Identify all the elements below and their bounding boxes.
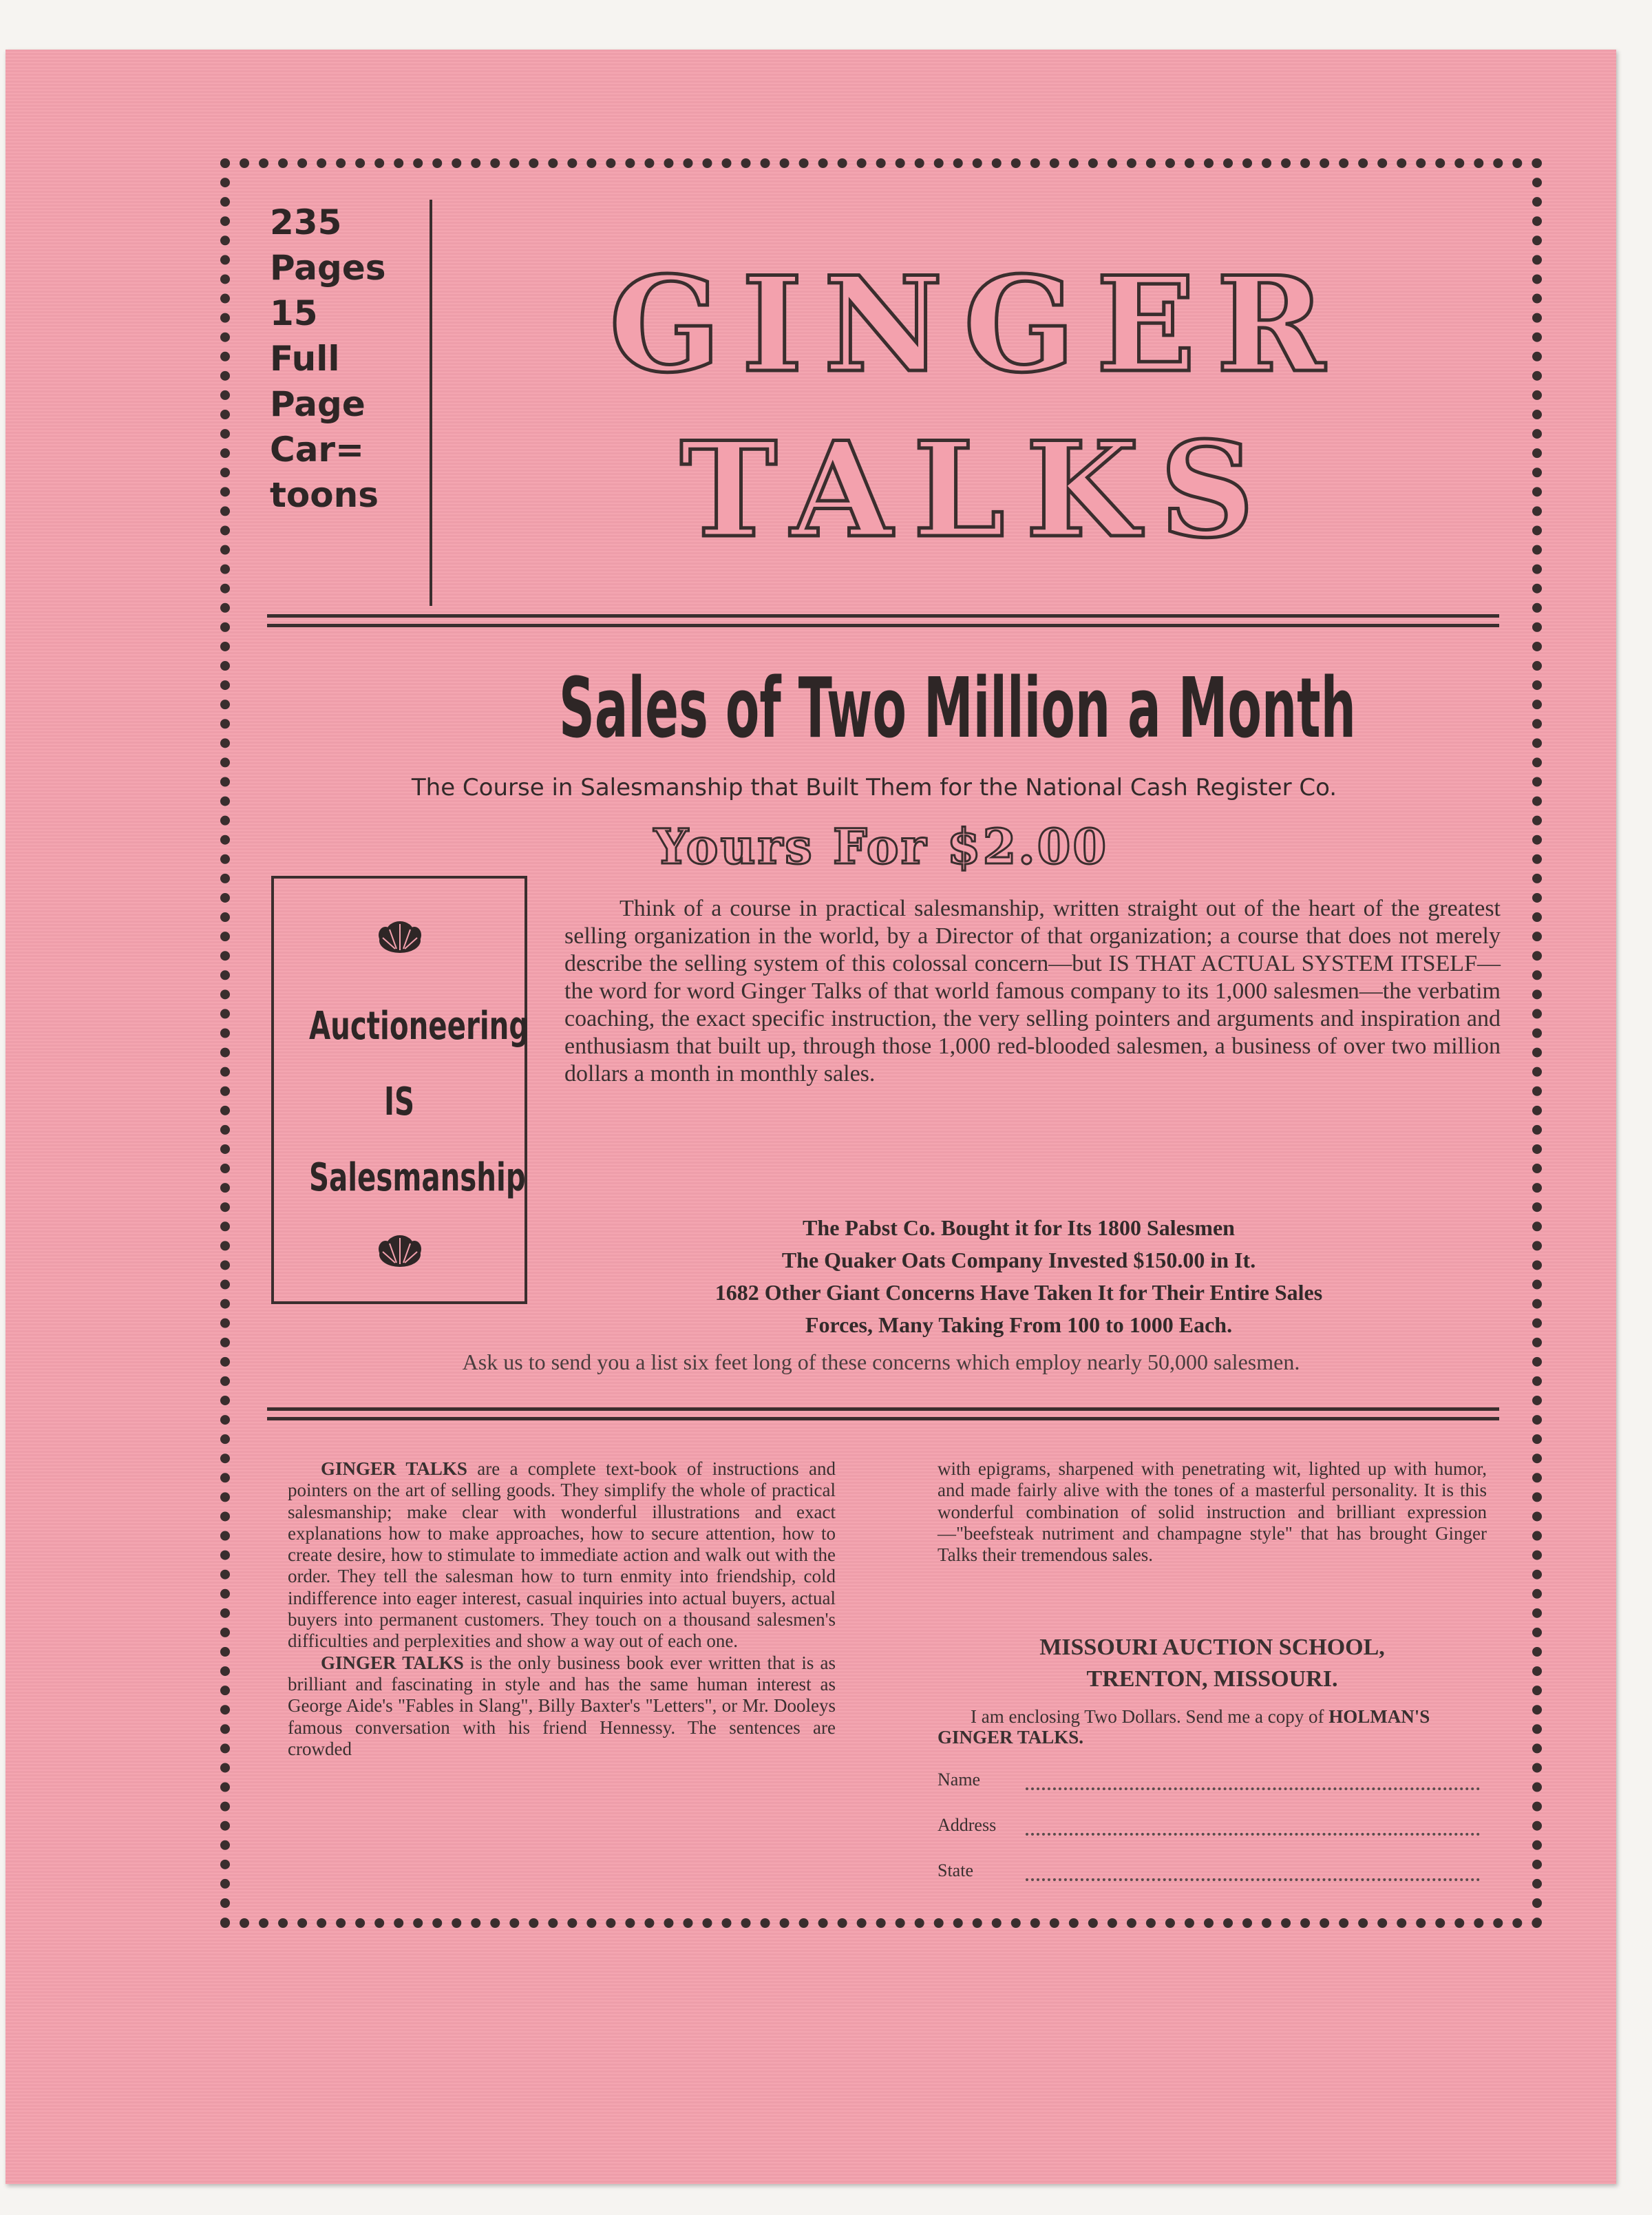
description-paragraph (288, 1652, 836, 1760)
price-banner: Yours For $2.00 (653, 818, 1109, 875)
list-offer: Ask us to send you a list six feet long of these concerns which employ nearly 50,000 salesmen. (462, 1350, 1300, 1374)
cartoons-label-3: Car= (270, 430, 364, 470)
description-paragraph: with epigrams, sharpened with penetrating wit, lighted up with humor, and made fairly alive with the tones of a masterful personality. It is this wonderful combination of solid instruction and brilliant expression—"beefsteak nutriment and champagne style" that has brought Ginger Talks their tremendous sales. (938, 1458, 1487, 1566)
auctioneering-box (271, 876, 527, 1304)
double-rule-top-b (267, 624, 1499, 627)
subheadline: The Course in Salesmanship that Built Them for the National Cash Register Co. (411, 774, 1337, 801)
is-word: IS (383, 1080, 415, 1124)
order-book-name: HOLMAN'S GINGER TALKS. (938, 1706, 1430, 1747)
name-label: Name (938, 1770, 981, 1789)
claim-line: 1682 Other Giant Concerns Have Taken It for Their Entire Sales (714, 1280, 1323, 1305)
state-line[interactable] (1026, 1878, 1480, 1881)
school-name: MISSOURI AUCTION SCHOOL, (1039, 1635, 1385, 1660)
school-city: TRENTON, MISSOURI. (1086, 1666, 1338, 1692)
cartoons-label-2: Page (270, 384, 366, 424)
intro-paragraph: Think of a course in practical salesmanship, written straight out of the heart of the greatest selling organization in the world, by a Director of that organization; a course that does not merely describe the selling system of this colossal concern—but IS THAT ACTUAL SYSTEM ITSELF—the word for word Ginger Talks of that world famous company to its 1,000 salesmen—the verbatim coaching, the exact specific instruction, the very selling pointers and arguments and inspiration and enthusiasm that built up, through those 1,000 red-blooded salesmen, a business of over two million dollars a month in monthly sales. (564, 896, 1501, 1086)
pages-label: Pages (270, 248, 386, 288)
chrysanthemum-ornament-icon (376, 917, 424, 958)
address-label: Address (938, 1815, 997, 1835)
auctioneering-slogan (308, 989, 529, 1216)
book-name: GINGER TALKS (321, 1458, 467, 1479)
headline: Sales of Two Million a Month (559, 661, 1356, 757)
name-line[interactable] (1026, 1787, 1480, 1790)
description-column-left (288, 1458, 836, 1760)
claim-line: The Pabst Co. Bought it for Its 1800 Salesmen (803, 1215, 1235, 1240)
description-paragraph (288, 1458, 836, 1652)
paragraph-text: are a complete text-book of instructions and pointers on the art of selling goods. They simplify the whole of practical salesmanship; make clear with wonderful illustrations and exact explanations how to make approaches, how to secure attention, how to create desire, how to stimulate to immediate action and walk out with the order. They tell the salesman how to turn enmity into friendship, cold indifference into eager interest, casual inquiries into actual buyers, actual buyers into permanent customers. They touch on a thousand salesmen's difficulties and perplexities and show a way out of each one. (288, 1458, 836, 1652)
description-column-right (938, 1458, 1487, 1566)
address-line[interactable] (1026, 1833, 1480, 1836)
order-text: I am enclosing Two Dollars. Send me a copy of (971, 1706, 1329, 1727)
masthead-line-1: GINGER (609, 248, 1346, 401)
cartoons-label-1: Full (270, 339, 340, 379)
school-address (938, 1632, 1487, 1695)
address-field[interactable] (938, 1815, 1487, 1838)
double-rule-bottom-a (267, 1407, 1499, 1411)
masthead-line-2: TALKS (679, 413, 1275, 567)
state-label: State (938, 1860, 973, 1880)
pages-count-box (253, 200, 432, 606)
salesmanship-word: Salesmanship (308, 1155, 526, 1200)
book-name: GINGER TALKS (321, 1652, 464, 1673)
double-rule-bottom-b (267, 1417, 1499, 1420)
cartoons-label-4: toons (270, 475, 379, 515)
name-field[interactable] (938, 1770, 1487, 1793)
chrysanthemum-ornament-icon (376, 1231, 424, 1272)
state-field[interactable] (938, 1860, 1487, 1884)
auctioneering-word: Auctioneering (308, 1004, 529, 1049)
order-statement (938, 1706, 1487, 1747)
claim-line: Forces, Many Taking From 100 to 1000 Each. (805, 1312, 1233, 1337)
paragraph-text: is the only business book ever written that is as brilliant and fascinating in style and has the same human interest as George Aide's "Fables in Slang", Billy Baxter's "Letters", or Mr. Dooleys famous conversation with his friend Hennessy. The sentences are crowded (288, 1652, 836, 1759)
cartoons-count: 15 (270, 293, 318, 333)
customer-claims (551, 1212, 1487, 1341)
claim-line: The Quaker Oats Company Invested $150.00 in It. (781, 1248, 1256, 1272)
double-rule-top-a (267, 614, 1499, 618)
pages-count-number: 235 (270, 202, 342, 242)
